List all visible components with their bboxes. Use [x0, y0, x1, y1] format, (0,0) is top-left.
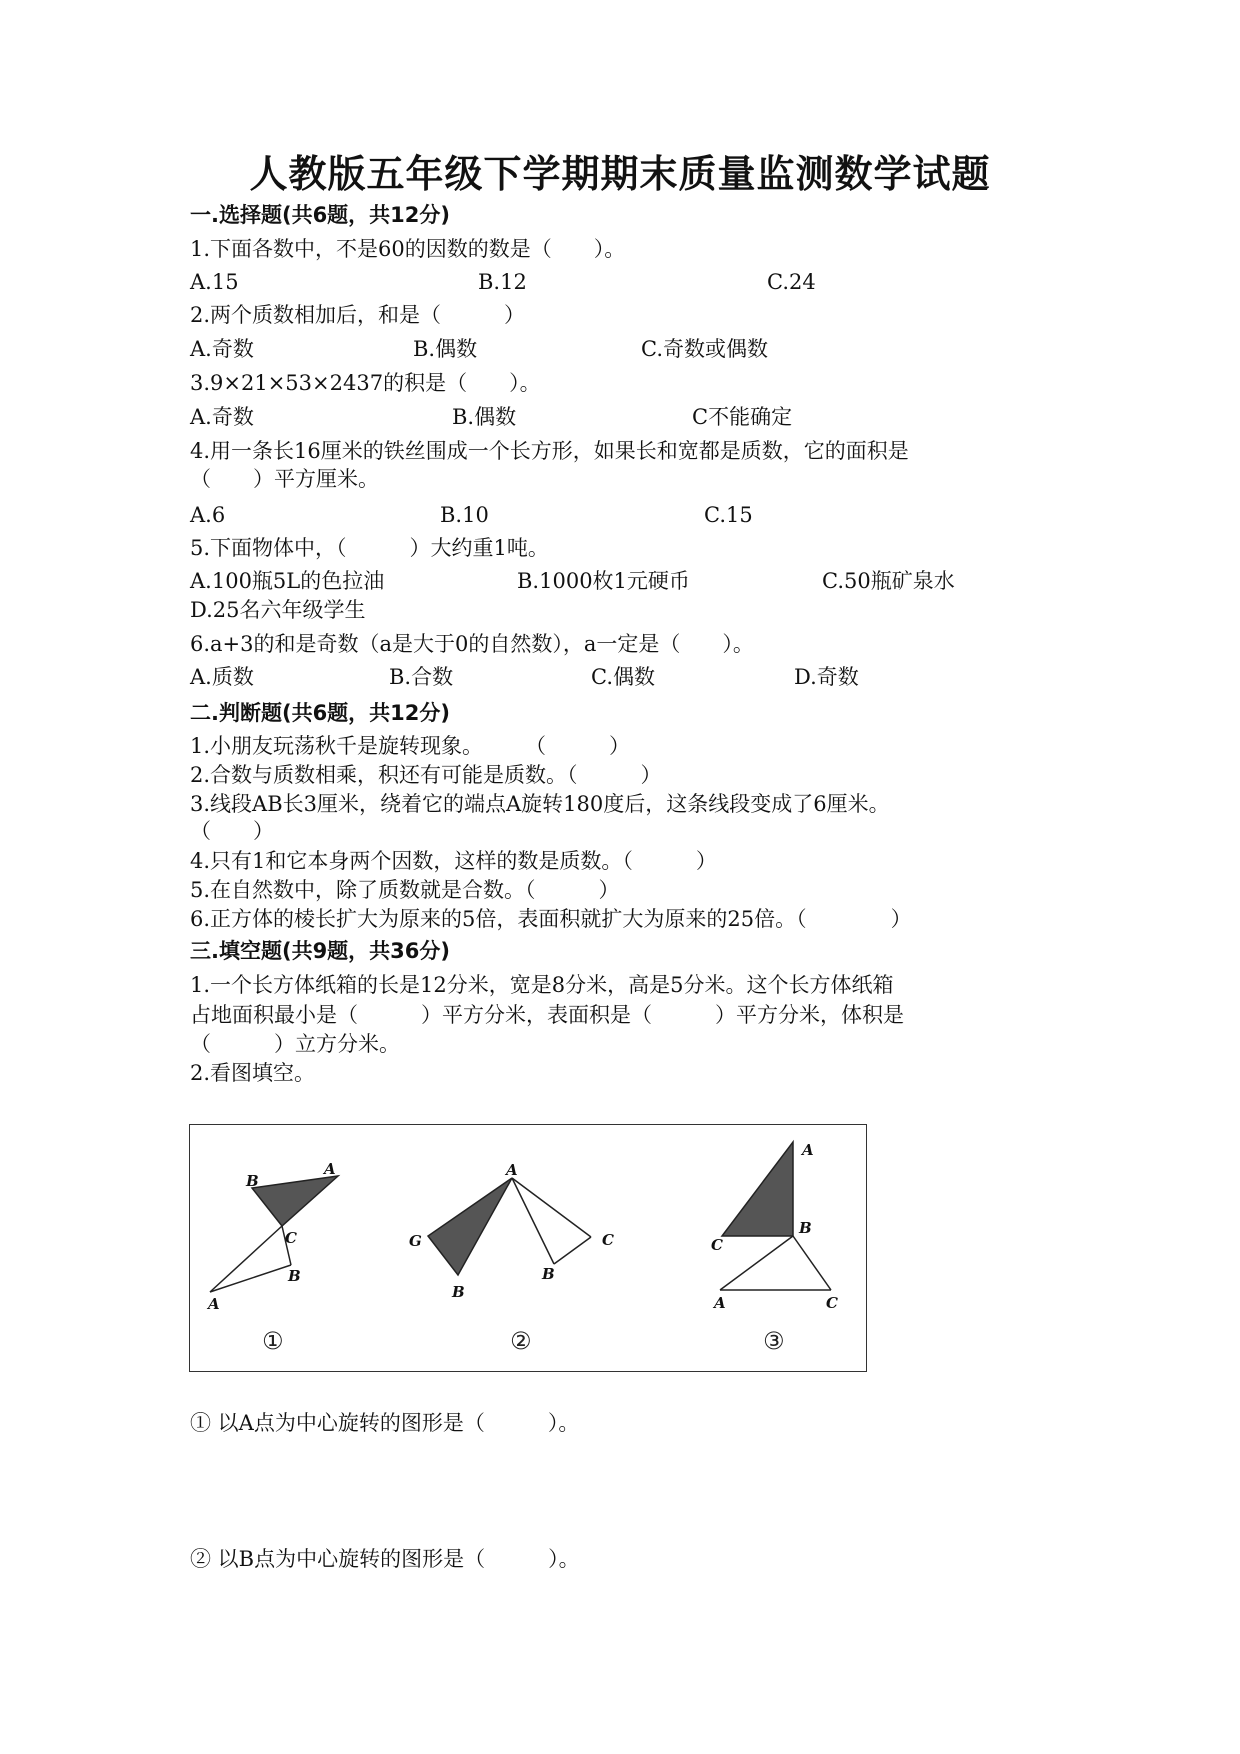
q4-option-c: C.15	[704, 503, 753, 527]
q4-stem-line2: （ ）平方厘米。	[190, 467, 379, 491]
fill-q1-line2: 占地面积最小是（ ）平方分米，表面积是（ ）平方分米，体积是	[190, 1003, 904, 1027]
figure-1-segment	[210, 1265, 291, 1292]
figure-3-label-c-right: C	[826, 1294, 838, 1312]
figure-1-shaded-triangle	[252, 1176, 338, 1226]
section-heading-choice: 一.选择题(共6题，共12分)	[190, 203, 451, 227]
figure-2-label-c: C	[602, 1231, 614, 1249]
figure-2-segment	[554, 1237, 591, 1264]
figure-2-number: ②	[510, 1327, 532, 1355]
q3-option-a: A.奇数	[190, 405, 254, 429]
q5-option-d: D.25名六年级学生	[190, 598, 366, 622]
judge-q1: 1.小朋友玩荡秋千是旋转现象。 （ ）	[190, 734, 631, 758]
figure-2-label-b-bottom: B	[452, 1283, 465, 1301]
judge-q3-line1: 3.线段AB长3厘米，绕着它的端点A旋转180度后，这条线段变成了6厘米。	[190, 792, 890, 816]
q4-stem-line1: 4.用一条长16厘米的铁丝围成一个长方形，如果长和宽都是质数，它的面积是	[190, 439, 909, 463]
q1-option-b: B.12	[478, 270, 527, 294]
q6-option-c: C.偶数	[591, 665, 655, 689]
figure-1-label-c: C	[285, 1229, 297, 1247]
page-title: 人教版五年级下学期期末质量监测数学试题	[249, 151, 991, 196]
judge-q4: 4.只有1和它本身两个因数，这样的数是质数。（ ）	[190, 849, 717, 873]
figure-1-label-b-bottom: B	[288, 1267, 301, 1285]
q2-stem: 2.两个质数相加后，和是（ ）	[190, 303, 526, 327]
q4-option-b: B.10	[440, 503, 489, 527]
q1-option-c: C.24	[767, 270, 816, 294]
judge-q2: 2.合数与质数相乘，积还有可能是质数。（ ）	[190, 763, 662, 787]
rotation-figure	[189, 1124, 867, 1372]
figure-2-label-g: G	[409, 1232, 422, 1250]
figure-1-label-a-bottom: A	[208, 1295, 220, 1313]
figure-2-label-a: A	[506, 1161, 518, 1179]
q6-option-a: A.质数	[190, 665, 254, 689]
figure-2	[409, 1161, 614, 1355]
figure-3	[711, 1141, 838, 1355]
figure-2-segment	[512, 1178, 554, 1264]
figure-3-shaded-triangle	[722, 1142, 793, 1236]
q5-stem: 5.下面物体中，（ ）大约重1吨。	[190, 536, 549, 560]
figure-1-label-a-top: A	[324, 1160, 336, 1178]
figure-1-number: ①	[262, 1327, 284, 1355]
figure-3-segment	[720, 1236, 793, 1290]
q5-option-c: C.50瓶矿泉水	[822, 569, 955, 593]
q6-option-b: B.合数	[389, 665, 454, 689]
judge-q6: 6.正方体的棱长扩大为原来的5倍，表面积就扩大为原来的25倍。（ ）	[190, 907, 912, 931]
judge-q5: 5.在自然数中，除了质数就是合数。（ ）	[190, 878, 620, 902]
figure-1-label-b-top: B	[246, 1172, 259, 1190]
section-heading-fill: 三.填空题(共9题，共36分)	[190, 939, 451, 963]
q3-option-c: C不能确定	[692, 405, 793, 429]
fill-q1-line1: 1.一个长方体纸箱的长是12分米，宽是8分米，高是5分米。这个长方体纸箱	[190, 973, 894, 997]
q3-option-b: B.偶数	[452, 405, 517, 429]
rotation-figure-drawing	[190, 1125, 868, 1373]
q2-option-c: C.奇数或偶数	[641, 337, 768, 361]
figure-1-segment	[210, 1226, 282, 1292]
q6-option-d: D.奇数	[794, 665, 859, 689]
q5-option-a: A.100瓶5L的色拉油	[190, 569, 385, 593]
figure-3-label-a-bottom: A	[714, 1294, 726, 1312]
q1-option-a: A.15	[190, 270, 239, 294]
q3-stem: 3.9×21×53×2437的积是（ ）。	[190, 371, 541, 395]
fill-q2-sub2: ② 以B点为中心旋转的图形是（ ）。	[190, 1547, 580, 1571]
q2-option-b: B.偶数	[413, 337, 478, 361]
q6-stem: 6.a+3的和是奇数（a是大于0的自然数），a一定是（ ）。	[190, 632, 754, 656]
figure-2-segment	[512, 1178, 591, 1237]
fill-q2-sub1: ① 以A点为中心旋转的图形是（ ）。	[190, 1411, 580, 1435]
figure-3-segment	[793, 1236, 831, 1290]
section-heading-judgment: 二.判断题(共6题，共12分)	[190, 701, 451, 725]
fill-q2-stem: 2.看图填空。	[190, 1061, 316, 1085]
q4-option-a: A.6	[190, 503, 226, 527]
fill-q1-line3: （ ）立方分米。	[190, 1032, 400, 1056]
figure-2-shaded-triangle	[428, 1178, 512, 1275]
judge-q3-line2: （ ）	[190, 819, 274, 843]
figure-3-number: ③	[763, 1327, 785, 1355]
q1-stem: 1.下面各数中，不是60的因数的数是（ ）。	[190, 237, 626, 261]
figure-3-label-a-top: A	[802, 1141, 814, 1159]
figure-3-label-b: B	[799, 1219, 812, 1237]
q5-option-b: B.1000枚1元硬币	[517, 569, 690, 593]
q2-option-a: A.奇数	[190, 337, 254, 361]
figure-2-label-b-right: B	[542, 1265, 555, 1283]
figure-3-label-c-left: C	[711, 1236, 723, 1254]
figure-1	[206, 1160, 338, 1355]
